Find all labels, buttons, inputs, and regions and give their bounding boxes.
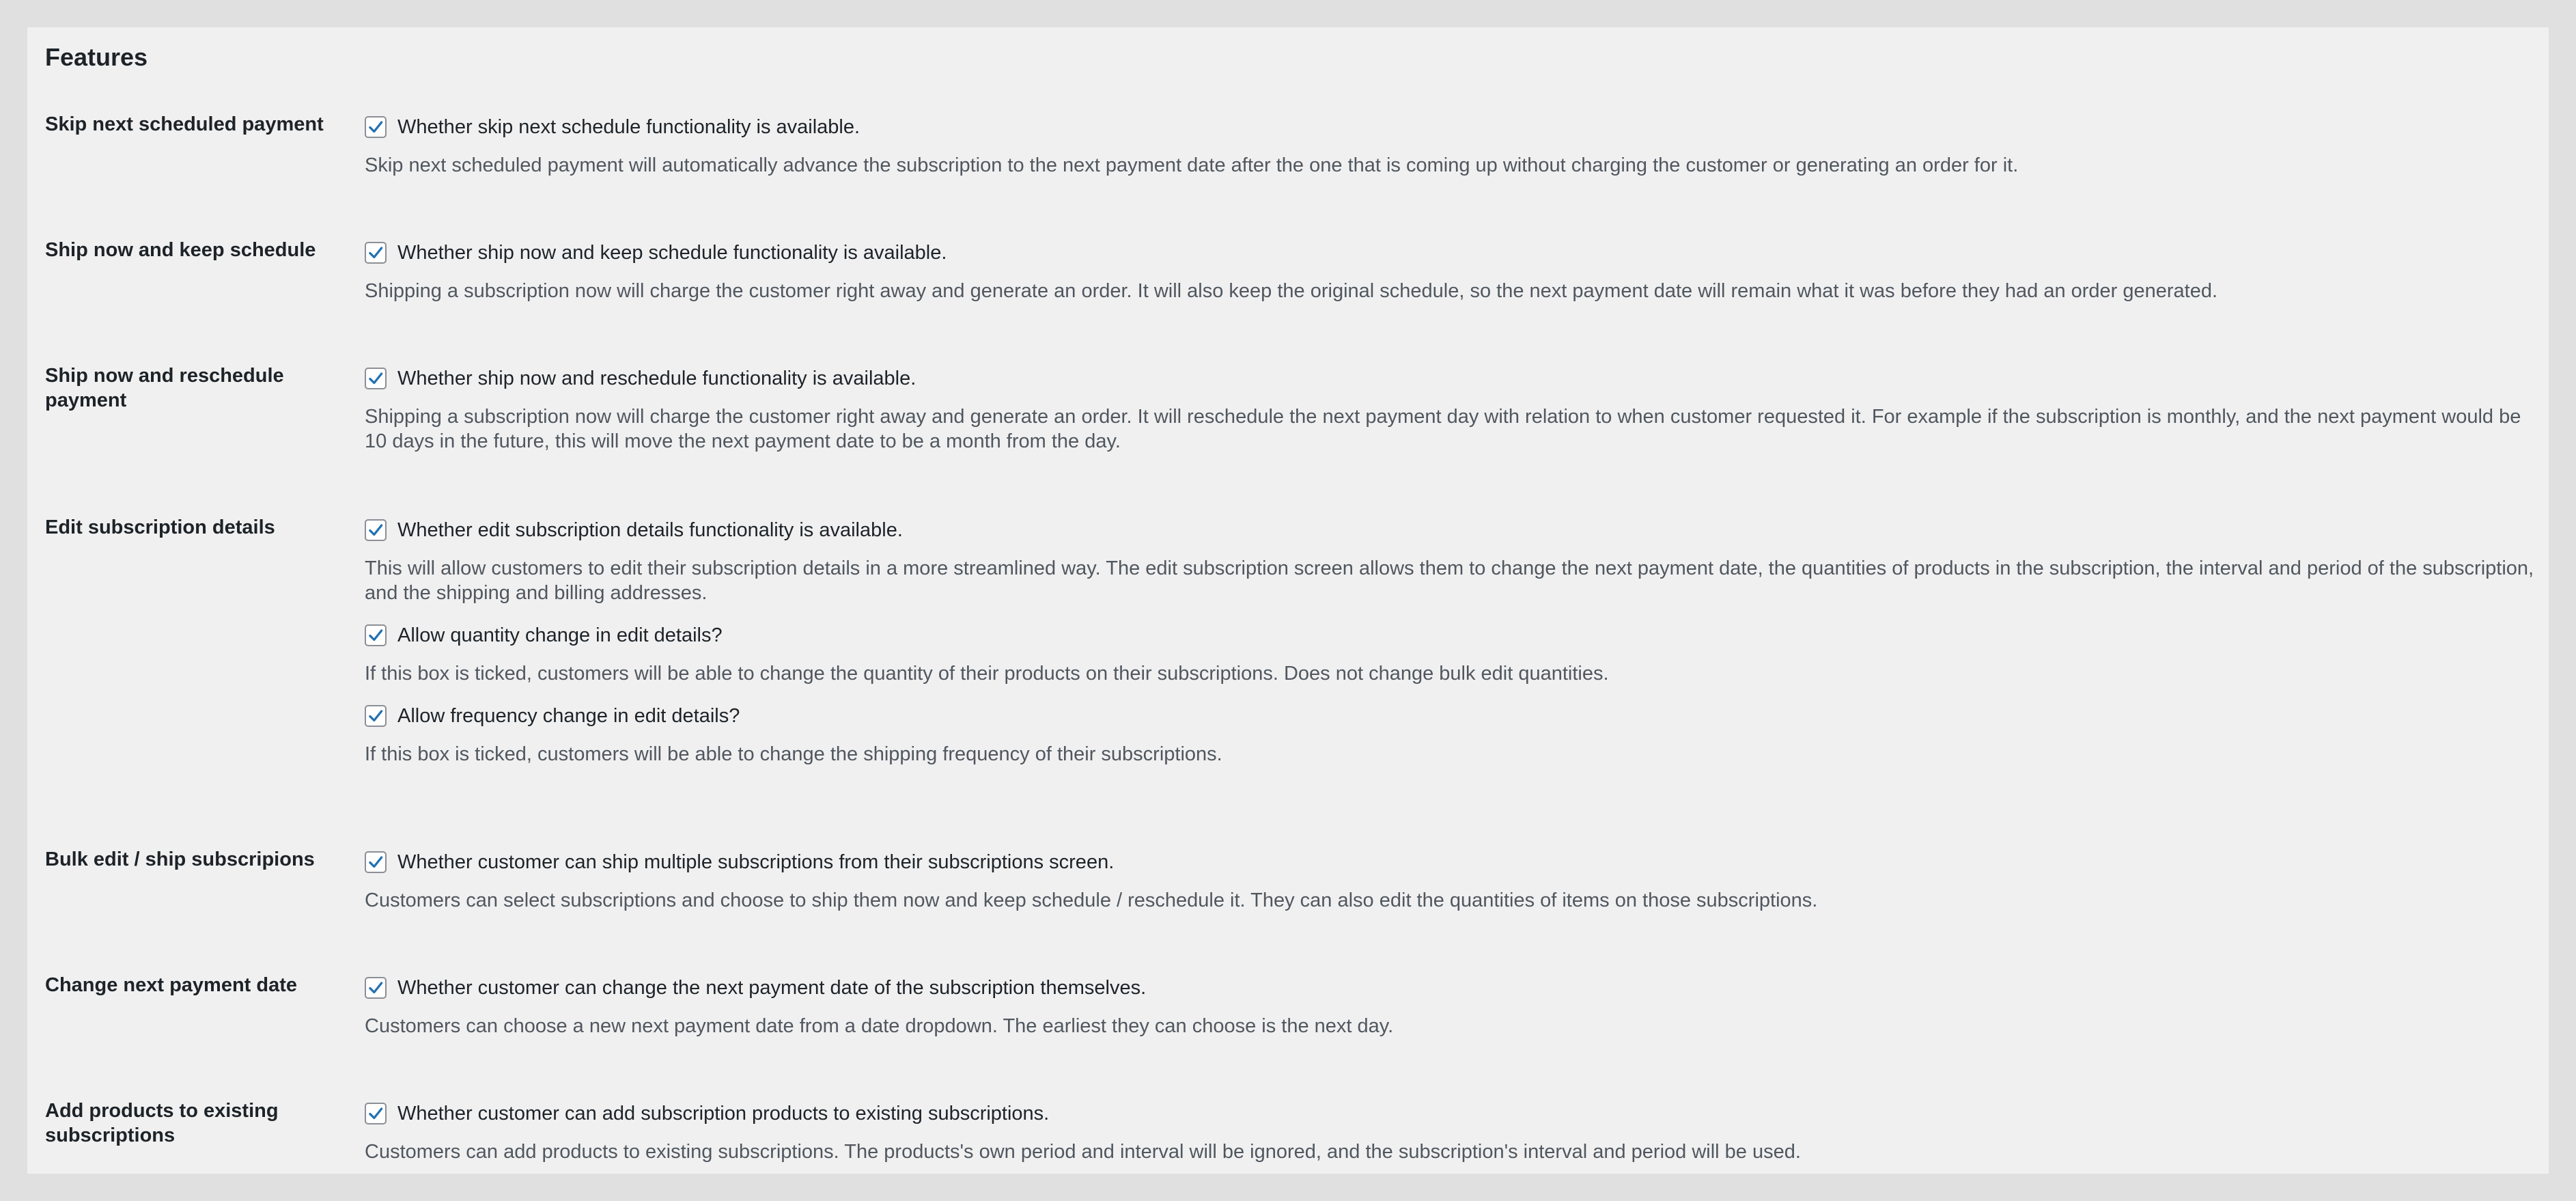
add-products-checkbox[interactable]: [365, 1103, 387, 1124]
setting-field: [365, 112, 2542, 178]
quantity-change-checkbox[interactable]: [365, 624, 387, 646]
checkbox-option[interactable]: [365, 701, 2542, 731]
setting-description: Skip next scheduled payment will automatically advance the subscription to the next payment date after the one that is coming up without charging the customer or generating an order for it.: [365, 154, 2019, 176]
checkmark-icon: [367, 979, 384, 997]
ship-now-reschedule-checkbox[interactable]: [365, 368, 387, 389]
setting-field: [365, 847, 2542, 913]
checkbox-label[interactable]: Whether ship now and reschedule functionality is available.: [397, 368, 916, 389]
change-payment-date-checkbox[interactable]: [365, 977, 387, 999]
setting-description: Customers can add products to existing subscriptions. The products's own period and interval will be ignored, and the subscription's interval and period will be used.: [365, 1141, 1801, 1163]
checkbox-option[interactable]: [365, 973, 2542, 1003]
checkbox-label[interactable]: Allow frequency change in edit details?: [397, 705, 740, 727]
setting-description: This will allow customers to edit their subscription details in a more streamlined way. The edit subscription screen allows them to change the next payment date, the quantities of products in the subscription, the interval and period of the subscription, and the shipping and billing addresses.: [365, 557, 2534, 604]
setting-description: Shipping a subscription now will charge the customer right away and generate an order. It will reschedule the next payment day with relation to when customer requested it. For example if the subscription is monthly, and the next payment would be 10 days in the future, this will move the next payment date to be a month from the day.: [365, 406, 2521, 452]
setting-field: [365, 515, 2542, 767]
edit-details-checkbox[interactable]: [365, 519, 387, 541]
checkmark-icon: [367, 626, 384, 644]
checkbox-option[interactable]: [365, 1099, 2542, 1129]
setting-label: Ship now and keep schedule: [45, 239, 316, 261]
checkbox-label[interactable]: Whether customer can ship multiple subscriptions from their subscriptions screen.: [397, 851, 1115, 873]
checkmark-icon: [367, 244, 384, 262]
setting-label: Ship now and reschedule payment: [45, 365, 284, 411]
setting-field: [365, 363, 2542, 454]
checkbox-option[interactable]: [365, 515, 2542, 545]
checkmark-icon: [367, 707, 384, 725]
setting-field: [365, 1099, 2542, 1164]
checkbox-label[interactable]: Whether ship now and keep schedule functionality is available.: [397, 242, 947, 264]
checkbox-option[interactable]: [365, 620, 2542, 650]
setting-description: If this box is ticked, customers will be able to change the shipping frequency of their subscriptions.: [365, 743, 1222, 765]
setting-label: Edit subscription details: [45, 516, 275, 538]
checkbox-label[interactable]: Whether customer can add subscription products to existing subscriptions.: [397, 1103, 1050, 1124]
sub-option-quantity: [365, 620, 2542, 686]
checkmark-icon: [367, 370, 384, 387]
checkbox-label[interactable]: Whether customer can change the next payment date of the subscription themselves.: [397, 977, 1147, 999]
setting-description: Shipping a subscription now will charge the customer right away and generate an order. It will also keep the original schedule, so the next payment date will remain what it was before they had an order generated.: [365, 280, 2218, 302]
features-panel: [27, 27, 2549, 1174]
setting-label: Change next payment date: [45, 974, 298, 996]
setting-label: Bulk edit / ship subscripions: [45, 848, 315, 870]
checkbox-label[interactable]: Allow quantity change in edit details?: [397, 624, 723, 646]
setting-description: Customers can choose a new next payment date from a date dropdown. The earliest they can choose is the next day.: [365, 1015, 1394, 1037]
setting-label: Skip next scheduled payment: [45, 113, 324, 135]
setting-description: Customers can select subscriptions and choose to ship them now and keep schedule / reschedule it. They can also edit the quantities of items on those subscriptions.: [365, 889, 1818, 911]
checkbox-option[interactable]: [365, 238, 2542, 268]
checkbox-option[interactable]: [365, 847, 2542, 877]
checkbox-option[interactable]: [365, 112, 2542, 142]
checkmark-icon: [367, 1105, 384, 1122]
setting-label: Add products to existing subscriptions: [45, 1100, 279, 1146]
section-title: Features: [45, 43, 148, 71]
checkbox-label[interactable]: Whether edit subscription details functionality is available.: [397, 519, 903, 541]
checkmark-icon: [367, 853, 384, 871]
checkmark-icon: [367, 118, 384, 136]
sub-option-frequency: [365, 701, 2542, 767]
checkbox-label[interactable]: Whether skip next schedule functionality is available.: [397, 116, 860, 138]
checkmark-icon: [367, 521, 384, 539]
setting-field: [365, 973, 2542, 1038]
setting-field: [365, 238, 2542, 303]
skip-next-payment-checkbox[interactable]: [365, 116, 387, 138]
frequency-change-checkbox[interactable]: [365, 705, 387, 727]
checkbox-option[interactable]: [365, 363, 2542, 394]
ship-now-keep-schedule-checkbox[interactable]: [365, 242, 387, 264]
bulk-edit-checkbox[interactable]: [365, 851, 387, 873]
setting-description: If this box is ticked, customers will be able to change the quantity of their products on their subscriptions. Does not change bulk edit quantities.: [365, 663, 1609, 685]
